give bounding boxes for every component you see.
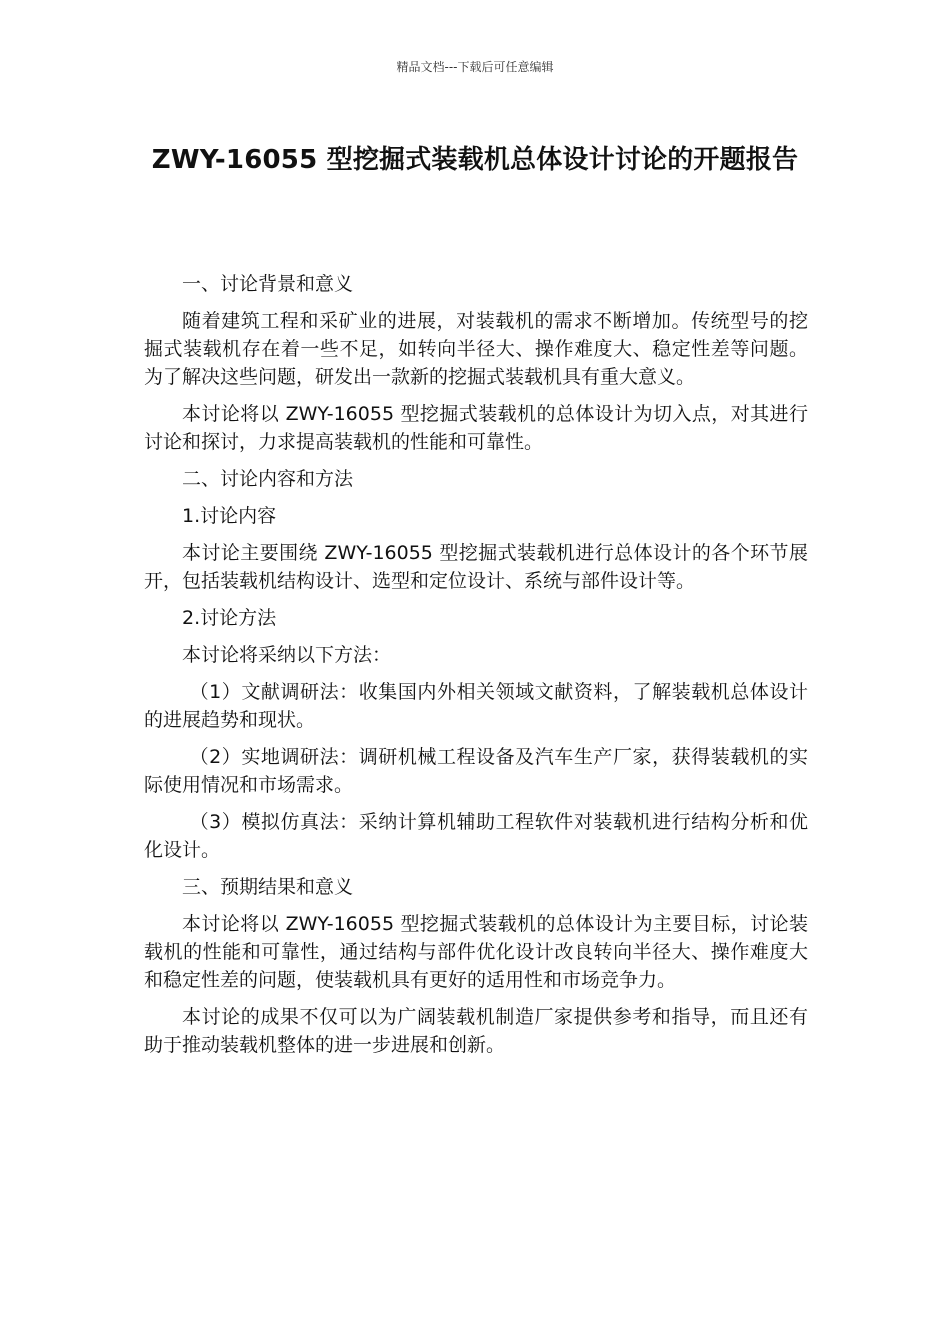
paragraph-significance: 本讨论的成果不仅可以为广阔装载机制造厂家提供参考和指导，而且还有助于推动装载机整体的进一步进展和创新。 bbox=[144, 1006, 808, 1056]
section-heading-background: 一、讨论背景和意义 bbox=[182, 273, 354, 295]
document-title: ZWY-16055 型挖掘式装载机总体设计讨论的开题报告 bbox=[151, 145, 799, 175]
section-heading-content-method: 二、讨论内容和方法 bbox=[182, 468, 354, 490]
page-header-note: 精品文档---下载后可任意编辑 bbox=[396, 60, 554, 74]
subheading-method: 2.讨论方法 bbox=[182, 607, 277, 629]
paragraph-method-intro: 本讨论将采纳以下方法： bbox=[182, 644, 392, 666]
method-item-literature: （1）文献调研法：收集国内外相关领域文献资料，了解装载机总体设计的进展趋势和现状。 bbox=[144, 681, 808, 731]
paragraph-background: 随着建筑工程和采矿业的进展，对装载机的需求不断增加。传统型号的挖掘式装载机存在着一些不足，如转向半径大、操作难度大、稳定性差等问题。为了解决这些问题，研发出一款新的挖掘式装载机具有重大意义。 bbox=[144, 310, 808, 388]
method-item-simulation: （3）模拟仿真法：采纳计算机辅助工程软件对装载机进行结构分析和优化设计。 bbox=[144, 811, 808, 861]
paragraph-purpose: 本讨论将以 ZWY-16055 型挖掘式装载机的总体设计为切入点，对其进行讨论和探讨，力求提高装载机的性能和可靠性。 bbox=[144, 403, 808, 453]
method-item-field: （2）实地调研法：调研机械工程设备及汽车生产厂家，获得装载机的实际使用情况和市场需求。 bbox=[144, 746, 808, 796]
subheading-content: 1.讨论内容 bbox=[182, 505, 277, 527]
paragraph-content: 本讨论主要围绕 ZWY-16055 型挖掘式装载机进行总体设计的各个环节展开，包括装载机结构设计、选型和定位设计、系统与部件设计等。 bbox=[144, 542, 808, 592]
paragraph-results: 本讨论将以 ZWY-16055 型挖掘式装载机的总体设计为主要目标，讨论装载机的性能和可靠性，通过结构与部件优化设计改良转向半径大、操作难度大和稳定性差的问题，使装载机具有更好的适用性和市场竞争力。 bbox=[144, 913, 808, 991]
section-heading-results: 三、预期结果和意义 bbox=[182, 876, 354, 898]
document-body bbox=[144, 270, 808, 1068]
